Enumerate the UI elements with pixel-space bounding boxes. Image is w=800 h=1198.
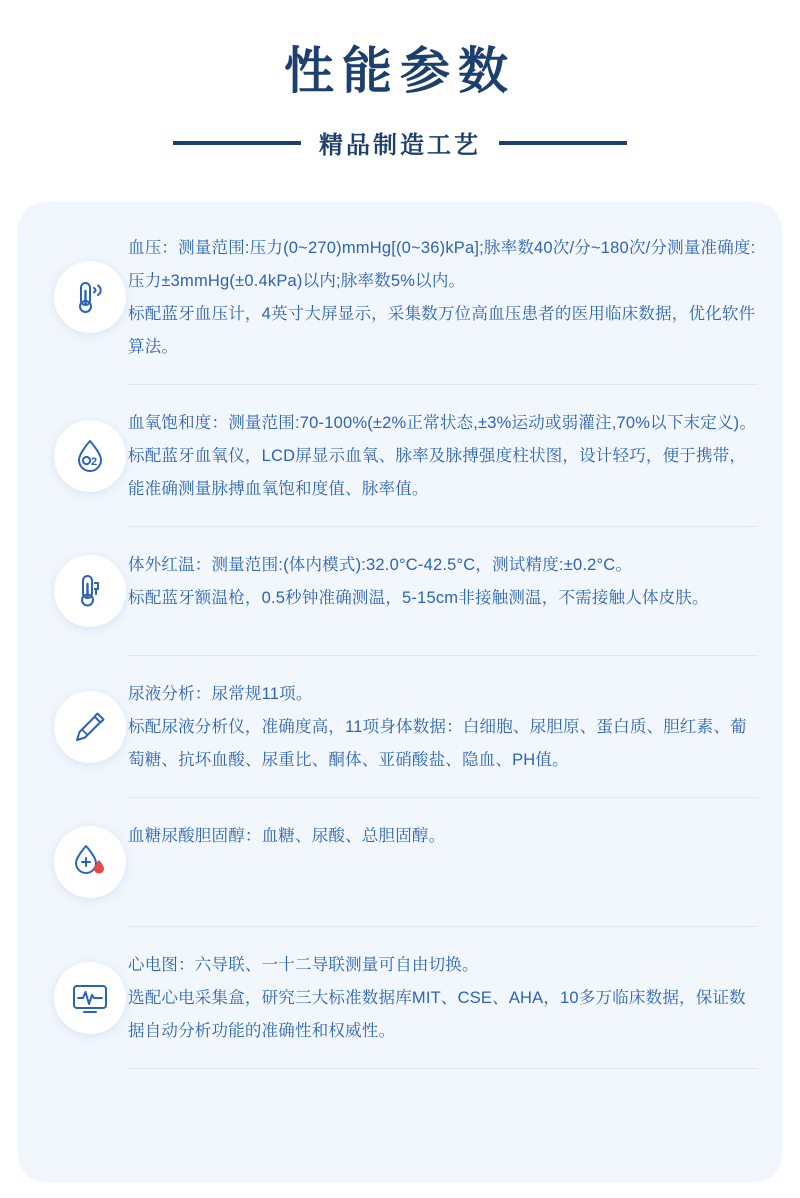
rule-left (173, 141, 301, 145)
subtitle-row (0, 125, 800, 160)
dropper-pipette-icon (54, 691, 126, 763)
spec-line-detail: 标配尿液分析仪，准确度高，11项身体数据：白细胞、尿胆原、蛋白质、胆红素、葡萄糖、抗坏血酸、尿重比、酮体、亚硝酸盐、隐血、PH值。 (128, 718, 747, 769)
spec-row (128, 656, 758, 798)
spec-row (128, 798, 758, 927)
spec-row-text (128, 678, 758, 777)
page-title: 性能参数 (284, 43, 516, 99)
spec-line-detail: 选配心电采集盒，研究三大标准数据库MIT、CSE、AHA，10多万临床数据，保证数据自动分析功能的准确性和权威性。 (128, 989, 746, 1040)
spec-row-text (128, 820, 758, 853)
spec-row (128, 927, 758, 1069)
spec-line-detail: 标配蓝牙血压计，4英寸大屏显示，采集数万位高血压患者的医用临床数据，优化软件算法。 (128, 305, 756, 356)
blood-glucose-drop-icon (54, 826, 126, 898)
forehead-thermometer-icon (54, 555, 126, 627)
spec-row-text (128, 232, 758, 364)
svg-text:2: 2 (91, 455, 98, 468)
page-subtitle: 精品制造工艺 (319, 132, 481, 159)
page-header (0, 0, 800, 160)
spec-line-primary: 血压：测量范围:压力(0~270)mmHg[(0~36)kPa];脉率数40次/分~180次/分测量准确度:压力±3mmHg(±0.4kPa)以内;脉率数5%以内。 (128, 239, 756, 290)
oxygen-drop-icon (54, 420, 126, 492)
spec-row (128, 210, 758, 385)
spec-line-detail: 标配蓝牙额温枪，0.5秒钟准确测温，5-15cm非接触测温，不需接触人体皮肤。 (128, 589, 709, 607)
spec-line-primary: 心电图：六导联、一十二导联测量可自由切换。 (128, 956, 479, 974)
thermometer-blood-pressure-icon (54, 261, 126, 333)
spec-row (91, 385, 758, 527)
specs-panel (18, 202, 782, 1182)
ecg-monitor-icon (54, 962, 126, 1034)
spec-line-primary: 血氧饱和度：测量范围:70-100%(±2%正常状态,±3%运动或弱灌注,70%以下末定义)。 (128, 414, 757, 432)
spec-line-primary: 尿液分析：尿常规11项。 (128, 685, 313, 703)
specs-list (18, 210, 782, 1069)
spec-row-text (128, 949, 758, 1048)
spec-row-text (128, 549, 758, 615)
spec-line-detail: 标配蓝牙血氧仪，LCD屏显示血氧、脉率及脉搏强度柱状图，设计轻巧，便于携带，能准确测量脉搏血氧饱和度值、脉率值。 (128, 447, 747, 498)
spec-line-primary: 血糖尿酸胆固醇：血糖、尿酸、总胆固醇。 (128, 827, 446, 845)
rule-right (499, 141, 627, 145)
spec-row-text (128, 407, 758, 506)
panel-bottom-spacer (18, 1069, 782, 1079)
spec-row (128, 527, 758, 656)
spec-line-primary: 体外红温：测量范围:(体内模式):32.0°C-42.5°C，测试精度:±0.2°C。 (128, 556, 633, 574)
